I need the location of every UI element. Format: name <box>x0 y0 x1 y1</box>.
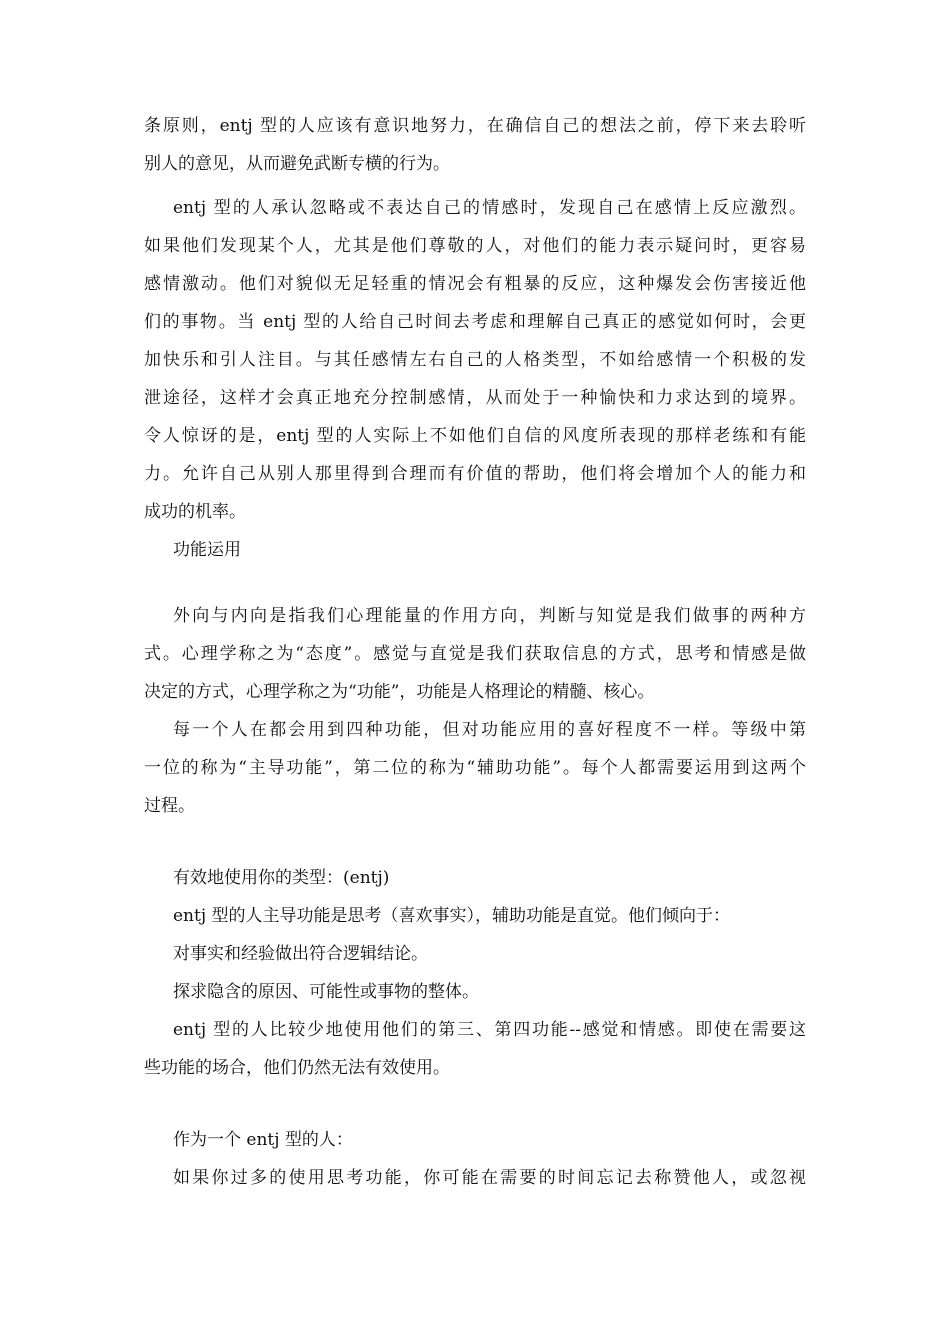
text-line: 成功的机率。 <box>144 502 246 522</box>
section-heading: 功能运用 <box>173 540 241 560</box>
text-line: entj 型的人比较少地使用他们的第三、第四功能--感觉和情感。即使在需要这 <box>173 1020 806 1040</box>
text-line: 一位的称为“主导功能”，第二位的称为“辅助功能”。每个人都需要运用到这两个 <box>144 758 806 778</box>
text-line: 力。允许自己从别人那里得到合理而有价值的帮助，他们将会增加个人的能力和 <box>144 464 806 484</box>
text-line: 外向与内向是指我们心理能量的作用方向，判断与知觉是我们做事的两种方 <box>173 606 806 626</box>
section-heading: 作为一个 entj 型的人： <box>173 1130 353 1150</box>
text-line: entj 型的人承认忽略或不表达自己的情感时，发现自己在感情上反应激烈。 <box>173 198 806 218</box>
section-heading: 有效地使用你的类型：(entj) <box>173 868 390 888</box>
text-line: 加快乐和引人注目。与其任感情左右自己的人格类型，不如给感情一个积极的发 <box>144 350 806 370</box>
text-line: entj 型的人主导功能是思考（喜欢事实），辅助功能是直觉。他们倾向于： <box>173 906 731 926</box>
text-line: 感情激动。他们对貌似无足轻重的情况会有粗暴的反应，这种爆发会伤害接近他 <box>144 274 806 294</box>
text-line: 如果你过多的使用思考功能，你可能在需要的时间忘记去称赞他人，或忽视 <box>173 1168 806 1188</box>
text-line: 对事实和经验做出符合逻辑结论。 <box>173 944 428 964</box>
text-line: 些功能的场合，他们仍然无法有效使用。 <box>144 1058 450 1078</box>
text-line: 别人的意见，从而避免武断专横的行为。 <box>144 154 450 174</box>
text-line: 过程。 <box>144 796 195 816</box>
text-line: 们的事物。当 entj 型的人给自己时间去考虑和理解自己真正的感觉如何时，会更 <box>144 312 806 332</box>
text-line: 探求隐含的原因、可能性或事物的整体。 <box>173 982 479 1002</box>
text-line: 如果他们发现某个人，尤其是他们尊敬的人，对他们的能力表示疑问时，更容易 <box>144 236 806 256</box>
text-line: 令人惊讶的是，entj 型的人实际上不如他们自信的风度所表现的那样老练和有能 <box>144 426 806 446</box>
text-line: 决定的方式，心理学称之为“功能”，功能是人格理论的精髓、核心。 <box>144 682 655 702</box>
text-line: 每一个人在都会用到四种功能，但对功能应用的喜好程度不一样。等级中第 <box>173 720 806 740</box>
text-line: 泄途径，这样才会真正地充分控制感情，从而处于一种愉快和力求达到的境界。 <box>144 388 806 408</box>
text-line: 式。心理学称之为“态度”。感觉与直觉是我们获取信息的方式，思考和情感是做 <box>144 644 806 664</box>
text-line: 条原则，entj 型的人应该有意识地努力，在确信自己的想法之前，停下来去聆听 <box>144 116 806 136</box>
